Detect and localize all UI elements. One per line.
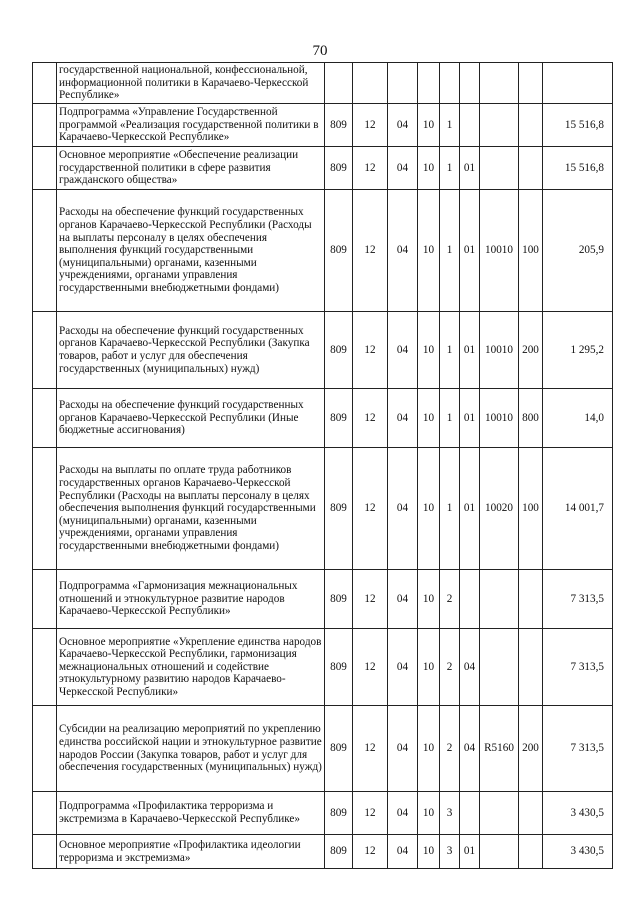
subprogram-code-cell: 1 xyxy=(440,190,460,312)
direction-code-cell xyxy=(480,570,519,629)
activity-code-cell: 04 xyxy=(460,706,480,792)
blank-margin-cell xyxy=(33,835,57,869)
blank-margin-cell xyxy=(33,792,57,835)
direction-code-cell xyxy=(480,792,519,835)
item-name-cell: Расходы на выплаты по оплате труда работников государственных органов Карачаево-Черкесской Республики (Расходы на выплаты персоналу в целях обеспечения выполнения функций государственными (муниципальными) органами, казенными учреждениями, органами управления государственными внебюджетными фондами) xyxy=(57,448,325,570)
direction-code-cell xyxy=(480,104,519,147)
activity-code-cell xyxy=(460,570,480,629)
subsection-code-cell: 04 xyxy=(388,389,418,448)
item-name-cell: Основное мероприятие «Укрепление единства народов Карачаево-Черкесской Республики, гармонизация межнациональных отношений и содействие этнокультурному развитию народов Карачаево-Черкесской Республики» xyxy=(57,629,325,706)
expense-type-cell xyxy=(519,104,543,147)
subprogram-code-cell: 2 xyxy=(440,706,460,792)
activity-code-cell xyxy=(460,792,480,835)
blank-margin-cell xyxy=(33,190,57,312)
blank-margin-cell xyxy=(33,312,57,389)
section-code-cell: 12 xyxy=(353,190,388,312)
direction-code-cell xyxy=(480,629,519,706)
blank-margin-cell xyxy=(33,706,57,792)
subprogram-code-cell: 1 xyxy=(440,312,460,389)
item-name-cell: государственной национальной, конфессиональной, информационной политики в Карачаево-Черкесской Республике» xyxy=(57,63,325,104)
direction-code-cell xyxy=(480,835,519,869)
ministry-code-cell: 809 xyxy=(325,706,353,792)
activity-code-cell: 01 xyxy=(460,448,480,570)
subprogram-code-cell: 1 xyxy=(440,147,460,190)
subprogram-code-cell: 2 xyxy=(440,629,460,706)
program-code-cell: 10 xyxy=(418,389,440,448)
table-row xyxy=(33,63,613,104)
activity-code-cell: 01 xyxy=(460,312,480,389)
direction-code-cell: 10010 xyxy=(480,312,519,389)
subsection-code-cell: 04 xyxy=(388,835,418,869)
amount-cell: 7 313,5 xyxy=(543,629,613,706)
expense-type-cell xyxy=(519,835,543,869)
blank-margin-cell xyxy=(33,629,57,706)
subprogram-code-cell: 1 xyxy=(440,389,460,448)
ministry-code-cell: 809 xyxy=(325,147,353,190)
expense-type-cell xyxy=(519,63,543,104)
subsection-code-cell: 04 xyxy=(388,570,418,629)
expense-type-cell: 100 xyxy=(519,448,543,570)
program-code-cell: 10 xyxy=(418,792,440,835)
activity-code-cell: 01 xyxy=(460,389,480,448)
page-number: 70 xyxy=(312,43,328,59)
subprogram-code-cell: 1 xyxy=(440,104,460,147)
expense-type-cell xyxy=(519,629,543,706)
direction-code-cell xyxy=(480,63,519,104)
subsection-code-cell: 04 xyxy=(388,190,418,312)
subsection-code-cell xyxy=(388,63,418,104)
table-row xyxy=(33,389,613,448)
subsection-code-cell: 04 xyxy=(388,312,418,389)
direction-code-cell: 10010 xyxy=(480,190,519,312)
table-row xyxy=(33,312,613,389)
section-code-cell: 12 xyxy=(353,104,388,147)
subsection-code-cell: 04 xyxy=(388,706,418,792)
table-row xyxy=(33,629,613,706)
section-code-cell: 12 xyxy=(353,389,388,448)
expense-type-cell xyxy=(519,147,543,190)
subprogram-code-cell: 2 xyxy=(440,570,460,629)
program-code-cell: 10 xyxy=(418,629,440,706)
ministry-code-cell: 809 xyxy=(325,104,353,147)
subsection-code-cell: 04 xyxy=(388,629,418,706)
table-row xyxy=(33,570,613,629)
blank-margin-cell xyxy=(33,570,57,629)
item-name-cell: Субсидии на реализацию мероприятий по укреплению единства российской нации и этнокультурное развитие народов России (Закупка товаров, работ и услуг для обеспечения государственных (муниципальных) нужд) xyxy=(57,706,325,792)
direction-code-cell xyxy=(480,147,519,190)
blank-margin-cell xyxy=(33,448,57,570)
section-code-cell: 12 xyxy=(353,147,388,190)
amount-cell: 14 001,7 xyxy=(543,448,613,570)
program-code-cell: 10 xyxy=(418,147,440,190)
section-code-cell: 12 xyxy=(353,706,388,792)
item-name-cell: Подпрограмма «Профилактика терроризма и экстремизма в Карачаево-Черкесской Республике» xyxy=(57,792,325,835)
table-row xyxy=(33,190,613,312)
expense-type-cell: 200 xyxy=(519,312,543,389)
item-name-cell: Подпрограмма «Управление Государственной программой «Реализация государственной политики в Карачаево-Черкесской Республике» xyxy=(57,104,325,147)
program-code-cell: 10 xyxy=(418,190,440,312)
activity-code-cell xyxy=(460,63,480,104)
program-code-cell: 10 xyxy=(418,104,440,147)
section-code-cell: 12 xyxy=(353,570,388,629)
ministry-code-cell: 809 xyxy=(325,629,353,706)
subprogram-code-cell: 3 xyxy=(440,792,460,835)
expense-type-cell xyxy=(519,570,543,629)
subprogram-code-cell xyxy=(440,63,460,104)
activity-code-cell: 01 xyxy=(460,147,480,190)
item-name-cell: Подпрограмма «Гармонизация межнациональных отношений и этнокультурное развитие народов Карачаево-Черкесской Республики» xyxy=(57,570,325,629)
section-code-cell: 12 xyxy=(353,448,388,570)
subprogram-code-cell: 3 xyxy=(440,835,460,869)
expense-type-cell: 800 xyxy=(519,389,543,448)
amount-cell: 14,0 xyxy=(543,389,613,448)
budget-table xyxy=(32,62,613,869)
table-row xyxy=(33,792,613,835)
section-code-cell: 12 xyxy=(353,629,388,706)
subsection-code-cell: 04 xyxy=(388,104,418,147)
amount-cell: 3 430,5 xyxy=(543,792,613,835)
blank-margin-cell xyxy=(33,389,57,448)
expense-type-cell xyxy=(519,792,543,835)
program-code-cell: 10 xyxy=(418,706,440,792)
table-row xyxy=(33,706,613,792)
activity-code-cell xyxy=(460,104,480,147)
activity-code-cell: 01 xyxy=(460,190,480,312)
amount-cell: 7 313,5 xyxy=(543,706,613,792)
blank-margin-cell xyxy=(33,147,57,190)
table-body xyxy=(33,63,613,869)
table-row xyxy=(33,147,613,190)
direction-code-cell: 10020 xyxy=(480,448,519,570)
ministry-code-cell: 809 xyxy=(325,570,353,629)
expense-type-cell: 100 xyxy=(519,190,543,312)
activity-code-cell: 01 xyxy=(460,835,480,869)
direction-code-cell: 10010 xyxy=(480,389,519,448)
program-code-cell: 10 xyxy=(418,835,440,869)
ministry-code-cell xyxy=(325,63,353,104)
program-code-cell xyxy=(418,63,440,104)
blank-margin-cell xyxy=(33,104,57,147)
item-name-cell: Основное мероприятие «Профилактика идеологии терроризма и экстремизма» xyxy=(57,835,325,869)
table-row xyxy=(33,448,613,570)
ministry-code-cell: 809 xyxy=(325,312,353,389)
section-code-cell: 12 xyxy=(353,792,388,835)
amount-cell: 1 295,2 xyxy=(543,312,613,389)
amount-cell: 205,9 xyxy=(543,190,613,312)
activity-code-cell: 04 xyxy=(460,629,480,706)
amount-cell: 15 516,8 xyxy=(543,104,613,147)
program-code-cell: 10 xyxy=(418,312,440,389)
amount-cell: 3 430,5 xyxy=(543,835,613,869)
expense-type-cell: 200 xyxy=(519,706,543,792)
table-row xyxy=(33,104,613,147)
section-code-cell xyxy=(353,63,388,104)
section-code-cell: 12 xyxy=(353,312,388,389)
amount-cell: 7 313,5 xyxy=(543,570,613,629)
ministry-code-cell: 809 xyxy=(325,389,353,448)
program-code-cell: 10 xyxy=(418,448,440,570)
subsection-code-cell: 04 xyxy=(388,792,418,835)
amount-cell xyxy=(543,63,613,104)
section-code-cell: 12 xyxy=(353,835,388,869)
ministry-code-cell: 809 xyxy=(325,835,353,869)
item-name-cell: Расходы на обеспечение функций государственных органов Карачаево-Черкесской Республики (Расходы на выплаты персоналу в целях обеспечения выполнения функций государственными (муниципальными) органами, казенными учреждениями, органами управления государственными внебюджетными фондами) xyxy=(57,190,325,312)
direction-code-cell: R5160 xyxy=(480,706,519,792)
blank-margin-cell xyxy=(33,63,57,104)
item-name-cell: Расходы на обеспечение функций государственных органов Карачаево-Черкесской Республики (Иные бюджетные ассигнования) xyxy=(57,389,325,448)
program-code-cell: 10 xyxy=(418,570,440,629)
subsection-code-cell: 04 xyxy=(388,147,418,190)
amount-cell: 15 516,8 xyxy=(543,147,613,190)
ministry-code-cell: 809 xyxy=(325,448,353,570)
subsection-code-cell: 04 xyxy=(388,448,418,570)
table-row xyxy=(33,835,613,869)
item-name-cell: Расходы на обеспечение функций государственных органов Карачаево-Черкесской Республики (Закупка товаров, работ и услуг для обеспечения государственных (муниципальных) нужд) xyxy=(57,312,325,389)
item-name-cell: Основное мероприятие «Обеспечение реализации государственной политики в сфере развития гражданского общества» xyxy=(57,147,325,190)
subprogram-code-cell: 1 xyxy=(440,448,460,570)
ministry-code-cell: 809 xyxy=(325,792,353,835)
ministry-code-cell: 809 xyxy=(325,190,353,312)
